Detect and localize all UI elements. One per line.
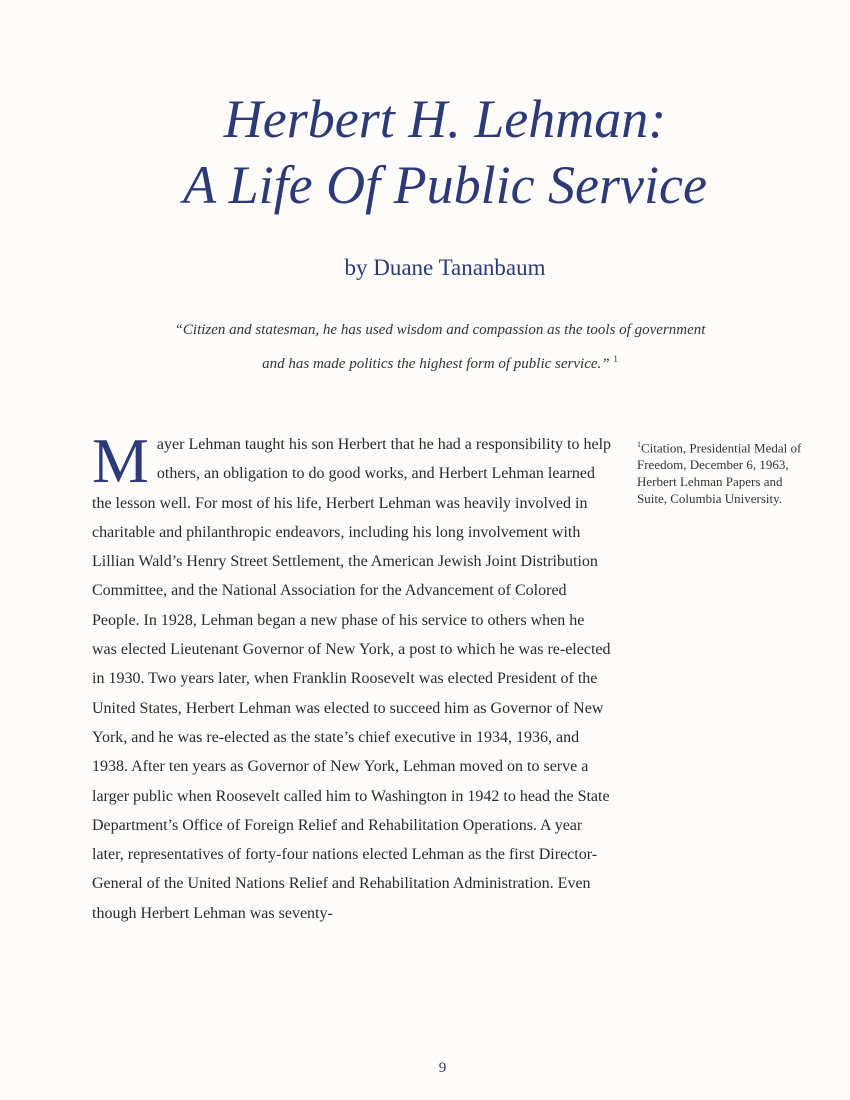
epigraph-footnote-ref: 1 <box>613 354 618 364</box>
footnote-marker: 1 <box>637 440 641 449</box>
epigraph-line-1: “Citizen and statesman, he has used wisdom and compassion as the tools of government <box>174 322 706 338</box>
footnote-text: Citation, Presidential Medal of Freedom, December 6, 1963, Herbert Lehman Papers and Suite, Columbia University. <box>637 440 802 507</box>
title-line-2: A Life Of Public Service <box>183 155 707 215</box>
title-line-1: Herbert H. Lehman: <box>223 89 667 149</box>
body-text <box>92 425 612 928</box>
body-paragraph-text: ayer Lehman taught his son Herbert that he had a responsibility to help others, an obligation to do good works, and Herbert Lehman learned the lesson well. For most of his life, Herbert Lehman was heavily involved in charitable and philanthropic endeavors, including his long involvement with Lillian Wald’s Henry Street Settlement, the American Jewish Joint Distribution Committee, and the National Association for the Advancement of Colored People. In 1928, Lehman began a new phase of his service to others when he was elected Lieutenant Governor of New York, a post to which he was re-elected in 1930. Two years later, when Franklin Roosevelt was elected President of the United States, Herbert Lehman was elected to succeed him as Governor of New York, and he was re-elected as the state’s chief executive in 1934, 1936, and 1938. After ten years as Governor of New York, Lehman moved on to serve a larger public when Roosevelt called him to Washington in 1942 to head the State Department’s Office of Foreign Relief and Rehabilitation Operations. A year later, representatives of forty-four nations elected Lehman as the first Director-General of the United Nations Relief and Rehabilitation Administration. Even though Herbert Lehman was seventy- <box>92 436 612 922</box>
byline: by Duane Tananbaum <box>344 255 546 280</box>
drop-cap: M <box>92 425 149 496</box>
epigraph-line-2: and has made politics the highest form of public service.” <box>262 356 610 372</box>
epigraph-line-2-wrap <box>0 345 850 379</box>
footnote <box>637 436 812 507</box>
page-number: 9 <box>438 1060 447 1076</box>
epigraph <box>0 316 850 379</box>
body-paragraph <box>92 425 612 928</box>
